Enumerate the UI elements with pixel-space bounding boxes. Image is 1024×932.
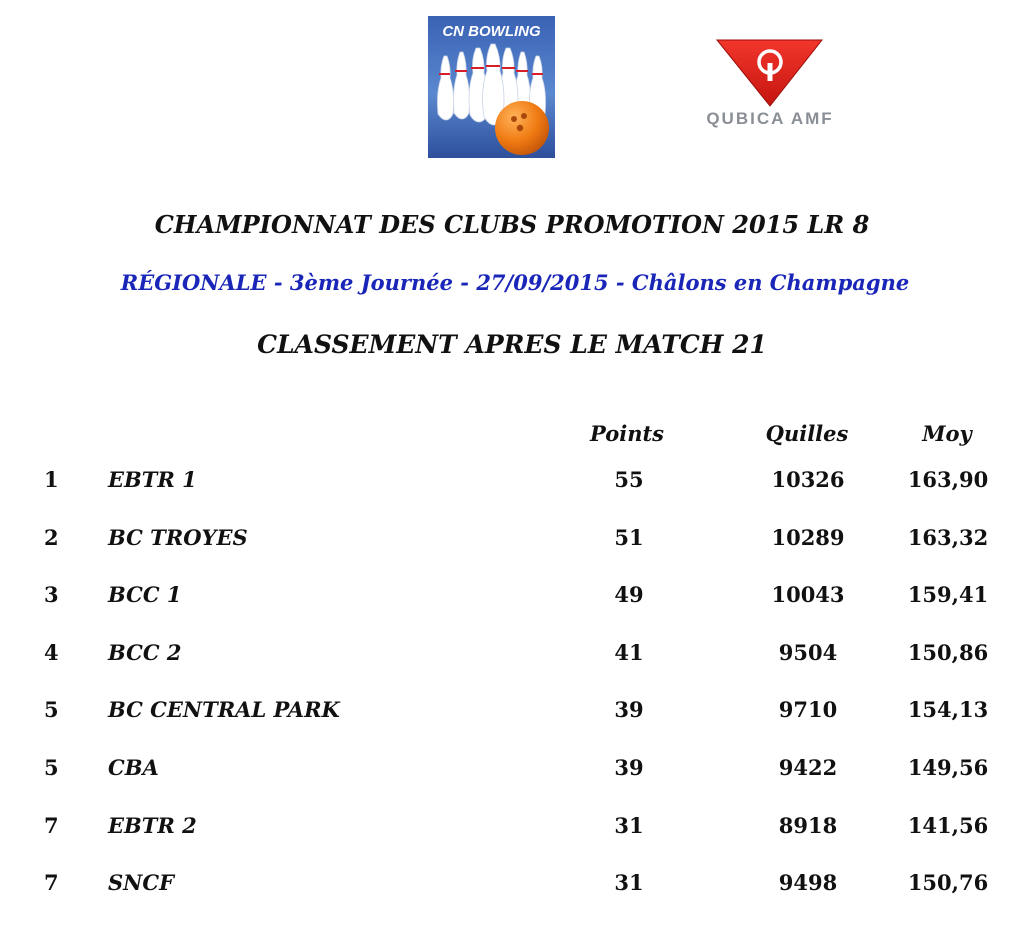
- team-cell: CBA: [108, 754, 159, 780]
- table-row: [0, 513, 1024, 571]
- quilles-cell: 9710: [778, 697, 838, 723]
- points-cell: 31: [614, 812, 644, 838]
- table-row: [0, 801, 1024, 859]
- team-cell: BC CENTRAL PARK: [108, 697, 340, 723]
- rank-cell: 2: [44, 524, 59, 550]
- quilles-cell: 10326: [771, 467, 845, 492]
- event-subtitle: RÉGIONALE - 3ème Journée - 27/09/2015 - Châlons en Champagne: [120, 270, 910, 295]
- quilles-column-header: Quilles: [765, 421, 849, 446]
- classement-heading: CLASSEMENT APRES LE MATCH 21: [257, 330, 767, 359]
- table-row: [0, 570, 1024, 628]
- moy-cell: 154,13: [907, 697, 989, 723]
- table-row: [0, 858, 1024, 916]
- moy-column-header: Moy: [922, 421, 972, 446]
- qubica-amf-logo-text: QUBICA AMF: [706, 109, 834, 128]
- points-cell: 39: [614, 697, 644, 723]
- moy-cell: 149,56: [907, 754, 989, 780]
- quilles-cell: 9504: [778, 639, 838, 665]
- team-cell: SNCF: [108, 870, 174, 896]
- points-cell: 49: [614, 582, 644, 608]
- rank-cell: 4: [44, 639, 59, 665]
- quilles-cell: 9498: [778, 870, 838, 896]
- points-column-header: Points: [589, 421, 664, 446]
- points-cell: 31: [614, 870, 644, 896]
- moy-cell: 163,90: [907, 467, 989, 492]
- moy-cell: 163,32: [907, 524, 989, 550]
- championship-title: CHAMPIONNAT DES CLUBS PROMOTION 2015 LR 8: [154, 210, 870, 239]
- points-cell: 41: [614, 639, 644, 665]
- qubica-amf-logo: [674, 36, 866, 132]
- moy-cell: 159,41: [907, 582, 989, 608]
- team-cell: EBTR 1: [108, 467, 197, 492]
- moy-cell: 141,56: [907, 812, 989, 838]
- rank-cell: 5: [44, 697, 59, 723]
- quilles-cell: 8918: [778, 812, 838, 838]
- rank-cell: 7: [44, 870, 59, 896]
- table-row: [0, 628, 1024, 686]
- cn-bowling-logo: [428, 16, 555, 158]
- rank-cell: 5: [44, 754, 59, 780]
- quilles-cell: 10043: [771, 582, 845, 608]
- rank-cell: 7: [44, 812, 59, 838]
- moy-cell: 150,76: [907, 870, 989, 896]
- quilles-cell: 10289: [771, 524, 845, 550]
- table-row: [0, 455, 1024, 513]
- table-row: [0, 743, 1024, 801]
- team-cell: BCC 2: [108, 639, 182, 665]
- points-cell: 39: [614, 754, 644, 780]
- points-cell: 51: [614, 524, 644, 550]
- rank-cell: 1: [44, 467, 59, 492]
- team-cell: BC TROYES: [108, 524, 248, 550]
- team-cell: EBTR 2: [108, 812, 197, 838]
- points-cell: 55: [614, 467, 644, 492]
- rank-cell: 3: [44, 582, 59, 608]
- standings-table: [0, 455, 1024, 916]
- table-row: [0, 685, 1024, 743]
- cn-bowling-logo-text: CN BOWLING: [442, 23, 541, 40]
- quilles-cell: 9422: [778, 754, 838, 780]
- moy-cell: 150,86: [907, 639, 989, 665]
- team-cell: BCC 1: [108, 582, 182, 608]
